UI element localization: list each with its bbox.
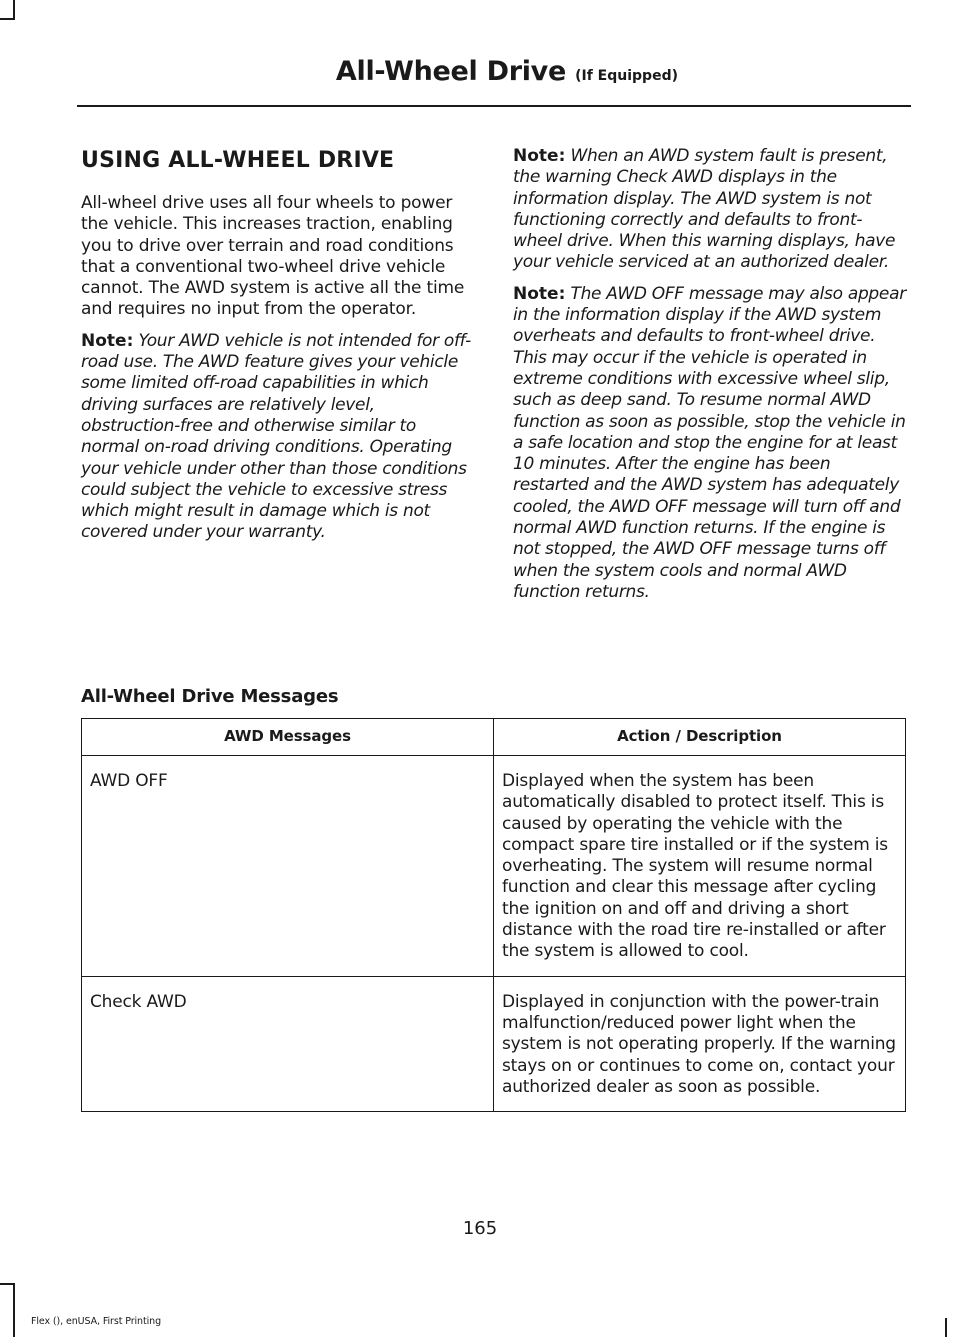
crop-mark [0,18,15,20]
description-cell: Displayed when the system has been automatically disabled to protect itself. This is caused by operating the vehicle with the compact spare tire installed or if the system is overheating. The system will resume normal function and clear this message after cycling the ignition on and off and driving a short distance with the road tire re-installed or after the system is allowed to cool. [494,756,906,977]
edition-note: Flex (), enUSA, First Printing [31,1316,161,1327]
left-column [81,146,476,554]
header-title-text: All-Wheel Drive [335,56,566,87]
crop-mark [13,1283,15,1337]
crop-mark [945,1318,947,1337]
header-rule [77,105,911,107]
page-number: 165 [462,1218,498,1239]
section-heading: USING ALL-WHEEL DRIVE [81,148,395,173]
message-cell: Check AWD [82,976,494,1111]
awd-messages-table [81,718,906,1112]
table-header-row [82,719,906,756]
note-label: Note: [513,146,566,166]
table-row [82,976,906,1111]
note-text: The AWD OFF message may also appear in the information display if the AWD system overheats and defaults to front-wheel drive. This may occur if the vehicle is operated in extreme conditions with excessive wheel slip, such as deep sand. To resume normal AWD function as soon as possible, stop the vehicle in a safe location and stop the engine for at least 10 minutes. After the engine has been restarted and the AWD system has adequately cooled, the AWD OFF message will turn off and normal AWD function returns. If the engine is not stopped, the AWD OFF message turns off when the system cools and normal AWD function returns. [513,283,906,602]
column-header-description: Action / Description [494,719,906,756]
note-text: Your AWD vehicle is not intended for off-road use. The AWD feature gives your vehicle some limited off-road capabilities in which driving surfaces are relatively level, obstruction-free and otherwise similar to normal on-road driving conditions. Operating your vehicle under other than those conditions could subject the vehicle to excessive stress which might result in damage which is not covered under your warranty. [81,330,471,543]
table-row [82,756,906,977]
column-header-messages: AWD Messages [82,719,494,756]
note-text: When an AWD system fault is present, the warning Check AWD displays in the information display. The AWD system is not functioning correctly and defaults to front-wheel drive. When this warning displays, have your vehicle serviced at an authorized dealer. [513,146,896,273]
header-subtitle: (If Equipped) [575,68,678,84]
crop-mark [0,1283,15,1285]
crop-mark [13,0,15,19]
right-column [513,146,909,613]
message-cell: AWD OFF [82,756,494,977]
note-offroad [81,331,476,544]
table-heading: All-Wheel Drive Messages [81,686,339,707]
note-awd-off [513,284,909,603]
intro-paragraph: All-wheel drive uses all four wheels to power the vehicle. This increases traction, enabling you to drive over terrain and road conditions that a conventional two-wheel drive vehicle cannot. The AWD system is active all the time and requires no input from the operator. [81,193,465,320]
note-check-awd [513,146,909,274]
note-label: Note: [81,330,134,351]
page-header-title [336,56,678,87]
note-label: Note: [513,283,566,304]
description-cell: Displayed in conjunction with the power-train malfunction/reduced power light when the system is not operating properly. If the warning stays on or continues to come on, contact your authorized dealer as soon as possible. [494,976,906,1111]
